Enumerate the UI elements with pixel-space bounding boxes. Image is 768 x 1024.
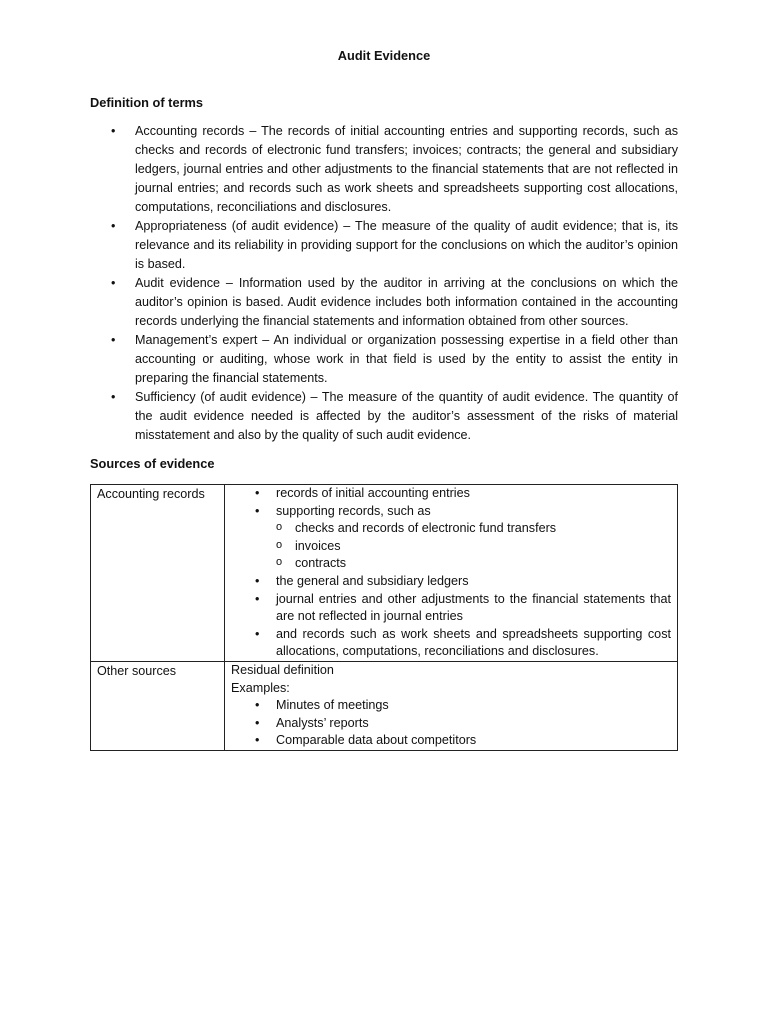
sources-table [90,484,678,751]
list-item: • journal entries and other adjustments to the financial statements that are not reflected in journal entries [231,591,671,626]
examples-label: Examples: [231,680,290,695]
sources-heading: Sources of evidence [90,456,215,471]
supporting-records-sublist [276,520,671,573]
row-label-cell [91,661,225,750]
list-item: • Analysts’ reports [231,715,671,733]
list-item-text: supporting records, such as [276,503,431,518]
sub-list-item: o invoices [276,538,671,556]
residual-definition-text: Residual definition [231,662,334,677]
definitions-list [90,122,678,445]
list-item-with-subitems [231,503,671,573]
document-title: Audit Evidence [337,48,431,63]
list-item: • Comparable data about competitors [231,732,671,750]
definition-item-appropriateness: • Appropriateness (of audit evidence) – The measure of the quality of audit evidence; that is, its relevance and its reliability in providing support for the conclusions on which the auditor’s opinion is based. [90,217,678,274]
row-content-cell [225,485,678,662]
list-item: • the general and subsidiary ledgers [231,573,671,591]
definition-item-sufficiency: • Sufficiency (of audit evidence) – The measure of the quantity of audit evidence. The quantity of the audit evidence needed is affected by the auditor’s assessment of the risks of material misstatement and also by the quality of such audit evidence. [90,388,678,445]
list-item: • Minutes of meetings [231,697,671,715]
other-sources-list [231,697,671,750]
row-content-cell [225,661,678,750]
table-row-accounting-records [91,485,678,662]
row-label-cell [91,485,225,662]
accounting-records-list [231,485,671,661]
sub-list-item: o checks and records of electronic fund transfers [276,520,671,538]
list-item: • and records such as work sheets and spreadsheets supporting cost allocations, computations, reconciliations and disclosures. [231,626,671,661]
row-label-accounting-records: Accounting records [97,487,205,501]
list-item: • records of initial accounting entries [231,485,671,503]
definition-item-audit-evidence: • Audit evidence – Information used by the auditor in arriving at the conclusions on which the auditor’s opinion is based. Audit evidence includes both information contained in the accounting records underlying the financial statements and information obtained from other sources. [90,274,678,331]
definition-item-accounting-records: • Accounting records – The records of initial accounting entries and supporting records, such as checks and records of electronic fund transfers; invoices; contracts; the general and subsidiary ledgers, journal entries and other adjustments to the financial statements that are not reflected in journal entries; and records such as work sheets and spreadsheets supporting cost allocations, computations, reconciliations and disclosures. [90,122,678,217]
table-row-other-sources [91,661,678,750]
sub-list-item: o contracts [276,555,671,573]
definitions-heading: Definition of terms [90,95,204,110]
definition-item-managements-expert: • Management’s expert – An individual or organization possessing expertise in a field other than accounting or auditing, whose work in that field is used by the entity to assist the entity in preparing the financial statements. [90,331,678,388]
row-label-other-sources: Other sources [97,663,177,678]
